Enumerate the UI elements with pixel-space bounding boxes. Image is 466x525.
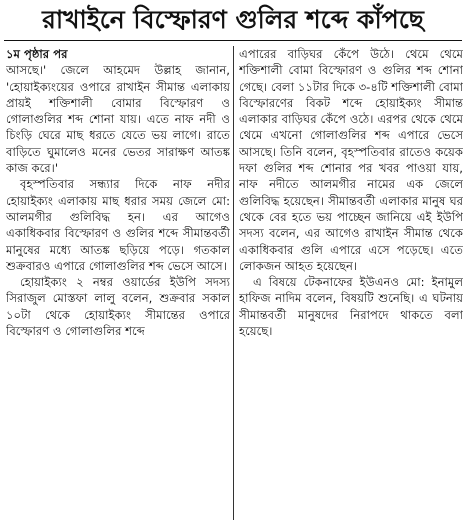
left-column [6, 46, 230, 522]
column-divider [233, 46, 234, 520]
paragraph-text: আসছে।' জেলে আহমেদ উল্লাহ জানান, 'হোয়াইক্যংয়ের ওপারে রাখাইন সীমান্ত এলাকায় প্রায়ই শক্তিশালী বোমার বিস্ফোরণ ও গোলাগুলির শব্দ শোনা যায়। এতে নাফ নদী ও চিংড়ি ঘেরে মাছ ধরতে যেতে ভয় লাগে। রাতে বাড়িতে ঘুমালেও মনের ভেতর সারাক্ষণ আতঙ্ক কাজ করে।' [6, 63, 230, 176]
right-column [239, 46, 463, 522]
paragraph [6, 46, 230, 176]
continuation-label: ১ম পৃষ্ঠার পর [6, 47, 68, 61]
paragraph: এপারের বাড়িঘর কেঁপে উঠে। থেমে থেমে শক্তিশালী বোমা বিস্ফোরণ ও গুলির শব্দ শোনা গেছে। বেলা ১১টার দিকে ৩-৪টি শক্তিশালী বোমা বিস্ফোরণের বিকট শব্দে হোয়াইক্যং সীমান্ত এলাকার বাড়িঘর কেঁপে ওঠে। এরপর থেকে থেমে থেমে এখনো গোলাগুলির শব্দ এপারে ভেসে আসছে। তিনি বলেন, বৃহস্পতিবার রাতেও কয়েক দফা গুলির শব্দ শোনার পর খবর পাওয়া যায়, নাফ নদীতে আলমগীর নামের এক জেলে গুলিবিদ্ধ হয়েছেন। সীমান্তবর্তী এলাকার মানুষ ঘর থেকে বের হতে ভয় পাচ্ছেন জানিয়ে এই ইউপি সদস্য বলেন, এর আগেও রাখাইন সীমান্ত থেকে একাধিকবার গুলি এপারে এসে পড়েছে। এতে লোকজন আহত হয়েছেন। [239, 47, 463, 273]
paragraph: হোয়াইক্যং ২ নম্বর ওয়ার্ডের ইউপি সদস্য সিরাজুল মোস্তফা লালু বলেন, শুক্রবার সকাল ১০টা থেকে হোয়াইক্যং সীমান্তের ওপারে বিস্ফোরণ ও গোলাগুলির শব্দে [6, 275, 230, 339]
paragraph: বৃহস্পতিবার সন্ধ্যার দিকে নাফ নদীর হোয়াইক্যং এলাকায় মাছ ধরার সময় জেলে মো: আলমগীর গুলিবিদ্ধ হন। এর আগেও একাধিকবার বিস্ফোরণ ও গুলির শব্দে সীমান্তবর্তী মানুষের মধ্যে আতঙ্ক ছড়িয়ে পড়ে। গতকাল শুক্রবারও এপারে গোলাগুলির শব্দ ভেসে আসে। [6, 177, 230, 273]
paragraph: এ বিষয়ে টেকনাফের ইউএনও মো: ইনামুল হাফিজ নাদিম বলেন, বিষয়টি শুনেছি। এ ঘটনায় সীমান্তবর্তী মানুষদের নিরাপদে থাকতে বলা হয়েছে। [239, 275, 463, 339]
headline: রাখাইনে বিস্ফোরণ গুলির শব্দে কাঁপছে [42, 5, 424, 34]
headline-rule [4, 40, 462, 41]
